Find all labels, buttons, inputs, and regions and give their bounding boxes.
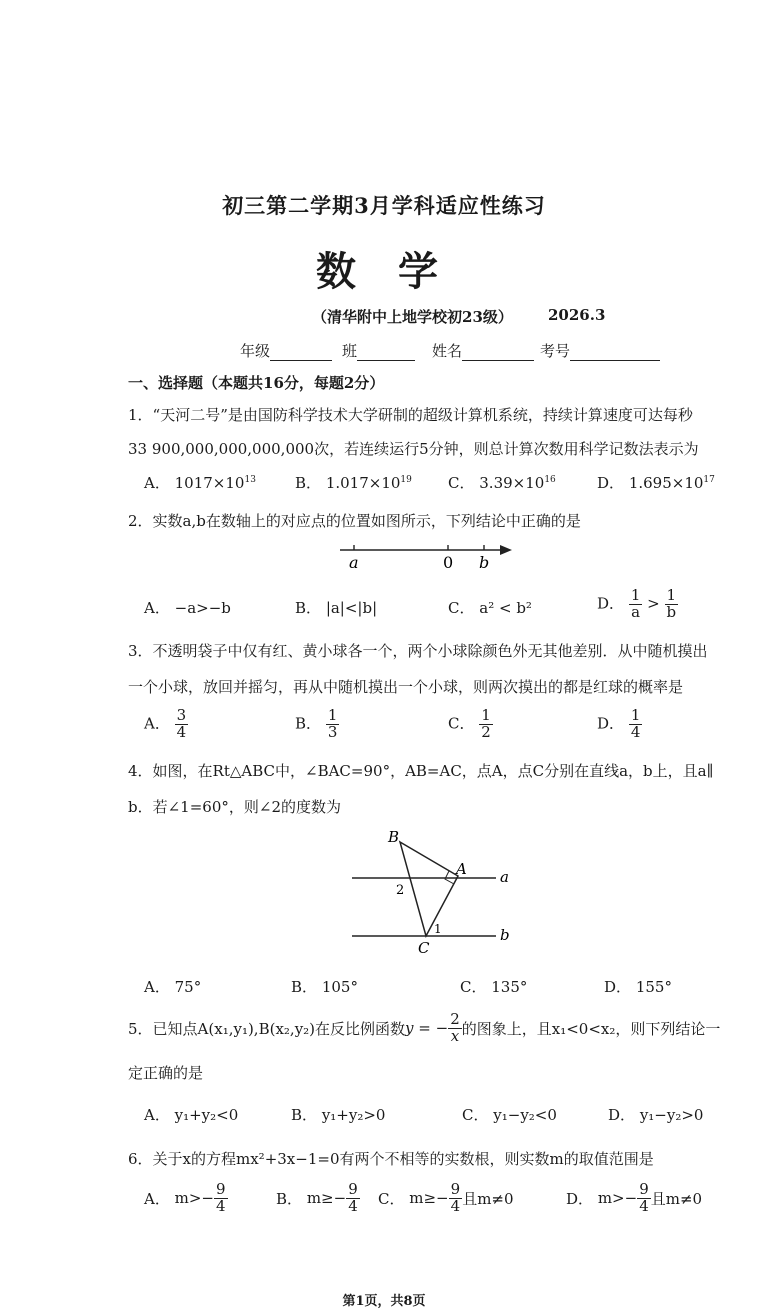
q3-option-b: B． $\frac{1}{3}$ xyxy=(295,706,338,741)
q6-text: 6．关于x的方程mx²+3x−1=0有两个不相等的实数根，则实数m的取值范围是 xyxy=(128,1150,654,1168)
q1-option-d: D． $1.695\times 10^{17}$ xyxy=(597,474,715,492)
q2-option-d: D． $\frac{1}{a}$ > $\frac{1}{b}$ xyxy=(597,586,677,621)
q4-option-b: B． 105° xyxy=(291,978,358,996)
q4-option-d: D． 155° xyxy=(604,978,672,996)
q4-option-a: A． 75° xyxy=(144,978,202,996)
number-line-figure xyxy=(336,536,520,572)
grade-blank[interactable] xyxy=(270,345,332,361)
q5-option-c: C． y₁−y₂<0 xyxy=(462,1106,557,1124)
name-blank[interactable] xyxy=(462,345,534,361)
line-label-b: b xyxy=(500,926,510,944)
q5-option-b: B． y₁+y₂>0 xyxy=(291,1106,386,1124)
q3-option-d: D． $\frac{1}{4}$ xyxy=(597,706,641,741)
q6-option-b: B． m≥− $\frac{9}{4}$ xyxy=(276,1180,358,1215)
q2-option-b: B． |a|<|b| xyxy=(295,599,378,617)
q5-line2: 定正确的是 xyxy=(128,1064,204,1082)
vertex-b: B xyxy=(388,828,400,846)
q1-option-c: C． $3.39\times 10^{16}$ xyxy=(448,474,556,492)
class-label: 班 xyxy=(342,342,358,360)
q5-line1: 5．已知点A(x₁,y₁),B(x₂,y₂)在反比例函数 y = − $\frac{2}{x}$ 的图象上，且x₁<0<x₂，则下列结论一 xyxy=(128,1010,721,1045)
q5-option-a: A． y₁+y₂<0 xyxy=(144,1106,239,1124)
q4-line1: 4．如图，在Rt△ABC中，∠BAC=90°，AB=AC，点A，点C分别在直线a，b上，且a∥ xyxy=(128,762,714,780)
q2-option-a: A． −a>−b xyxy=(144,599,231,617)
q3-line1: 3．不透明袋子中仅有红、黄小球各一个，两个小球除颜色外无其他差别．从中随机摸出 xyxy=(128,642,708,660)
exam-title: 数 学 xyxy=(316,248,452,295)
grade-field xyxy=(240,340,332,361)
q1-option-b: B． $1.017\times 10^{19}$ xyxy=(295,474,412,492)
q3-option-c: C． $\frac{1}{2}$ xyxy=(448,706,491,741)
q1-line2: 33 900,000,000,000,000次，若连续运行5分钟，则总计算次数用科学记数法表示为 xyxy=(128,440,699,458)
q2-text: 2．实数a,b在数轴上的对应点的位置如图所示，下列结论中正确的是 xyxy=(128,512,581,530)
examno-blank[interactable] xyxy=(570,345,660,361)
school-name: （清华附中上地学校初23级） xyxy=(312,308,513,326)
q3-option-a: A． $\frac{3}{4}$ xyxy=(144,706,187,741)
number-line-arrow xyxy=(500,545,512,555)
label-b: b xyxy=(479,553,490,572)
name-field xyxy=(432,340,534,361)
q2-option-c: C． a² < b² xyxy=(448,599,532,617)
triangle-figure xyxy=(346,826,526,958)
class-blank[interactable] xyxy=(357,345,415,361)
exam-date: 2026.3 xyxy=(548,306,606,324)
angle-2-label: 2 xyxy=(396,883,405,898)
class-field xyxy=(342,340,415,361)
examno-label: 考号 xyxy=(540,342,571,360)
q3-line2: 一个小球，放回并摇匀，再从中随机摸出一个小球，则两次摸出的都是红球的概率是 xyxy=(128,678,684,696)
q6-option-a: A． m>− $\frac{9}{4}$ xyxy=(144,1180,226,1215)
vertex-a: A xyxy=(456,860,467,878)
q6-option-d: D． m>− $\frac{9}{4}$ 且m≠0 xyxy=(566,1180,703,1215)
q4-option-c: C． 135° xyxy=(460,978,528,996)
vertex-c: C xyxy=(418,939,430,957)
q1-line1: 1．“天河二号”是由国防科学技术大学研制的超级计算机系统，持续计算速度可达每秒 xyxy=(128,406,693,424)
q6-option-c: C． m≥− $\frac{9}{4}$ 且m≠0 xyxy=(378,1180,514,1215)
angle-1-label: 1 xyxy=(434,922,442,936)
label-a: a xyxy=(349,553,359,572)
q1-option-a: A． $1017\times 10^{13}$ xyxy=(144,474,256,492)
q4-line2: b．若∠1=60°，则∠2的度数为 xyxy=(128,798,341,816)
page-number: 第1页，共8页 xyxy=(342,1294,426,1309)
name-label: 姓名 xyxy=(432,342,463,360)
section-heading: 一、选择题（本题共16分，每题2分） xyxy=(128,374,385,392)
triangle-abc xyxy=(400,842,458,936)
grade-label: 年级 xyxy=(240,342,271,360)
line-label-a: a xyxy=(500,868,509,886)
q5-option-d: D． y₁−y₂>0 xyxy=(608,1106,704,1124)
examno-field xyxy=(540,340,660,361)
label-0: 0 xyxy=(443,553,454,572)
exam-subtitle: 初三第二学期3月学科适应性练习 xyxy=(222,193,546,218)
